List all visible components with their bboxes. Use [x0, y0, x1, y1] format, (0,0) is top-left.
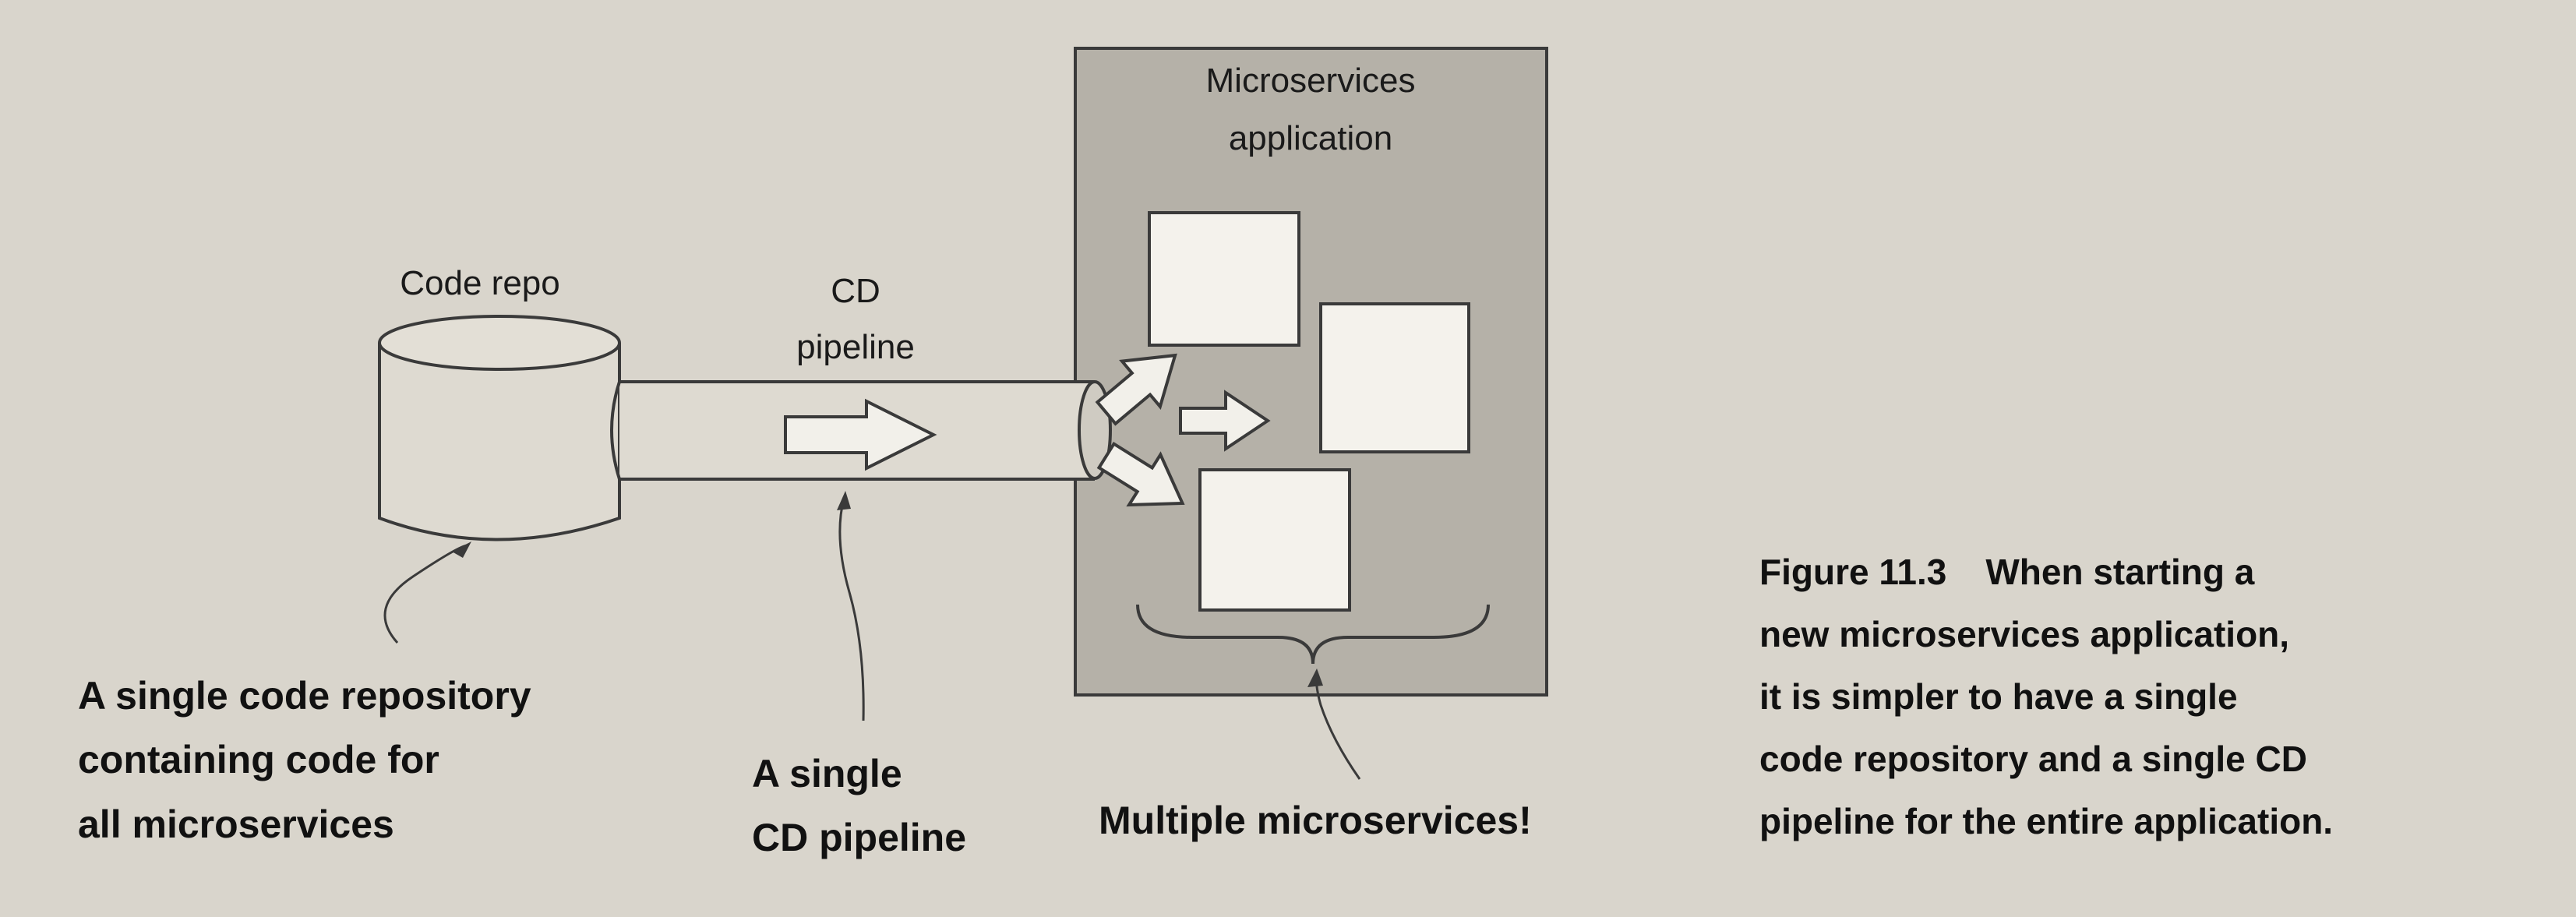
- caption-line1: [1759, 552, 2255, 592]
- app-title-line2: application: [1228, 119, 1393, 157]
- caption-line2: new microservices application,: [1759, 614, 2290, 654]
- caption-line5: pipeline for the entire application.: [1759, 801, 2334, 841]
- caption-text-1: When starting a: [1985, 552, 2255, 592]
- cd-pipeline-label-line1: CD: [831, 272, 880, 310]
- code-repo-cylinder: [379, 316, 619, 540]
- service-box-3: [1200, 470, 1350, 610]
- pipeline-note-line2: CD pipeline: [752, 816, 967, 859]
- pointer-repo: [385, 541, 471, 643]
- repo-note-line1: A single code repository: [78, 674, 531, 718]
- services-note: Multiple microservices!: [1099, 799, 1532, 842]
- caption-line3: it is simpler to have a single: [1759, 676, 2238, 717]
- pointer-pipeline: [837, 491, 863, 721]
- repo-note-line2: containing code for: [78, 738, 439, 781]
- service-box-1: [1149, 213, 1299, 345]
- app-title-line1: Microservices: [1205, 62, 1416, 100]
- caption-line4: code repository and a single CD: [1759, 739, 2307, 779]
- repo-note-line3: all microservices: [78, 802, 394, 846]
- code-repo-label: Code repo: [400, 264, 560, 302]
- figure-label: Figure 11.3: [1759, 552, 1947, 592]
- pipeline-note-line1: A single: [752, 752, 902, 795]
- cd-pipeline-label-line2: pipeline: [796, 328, 915, 366]
- service-box-2: [1321, 304, 1469, 452]
